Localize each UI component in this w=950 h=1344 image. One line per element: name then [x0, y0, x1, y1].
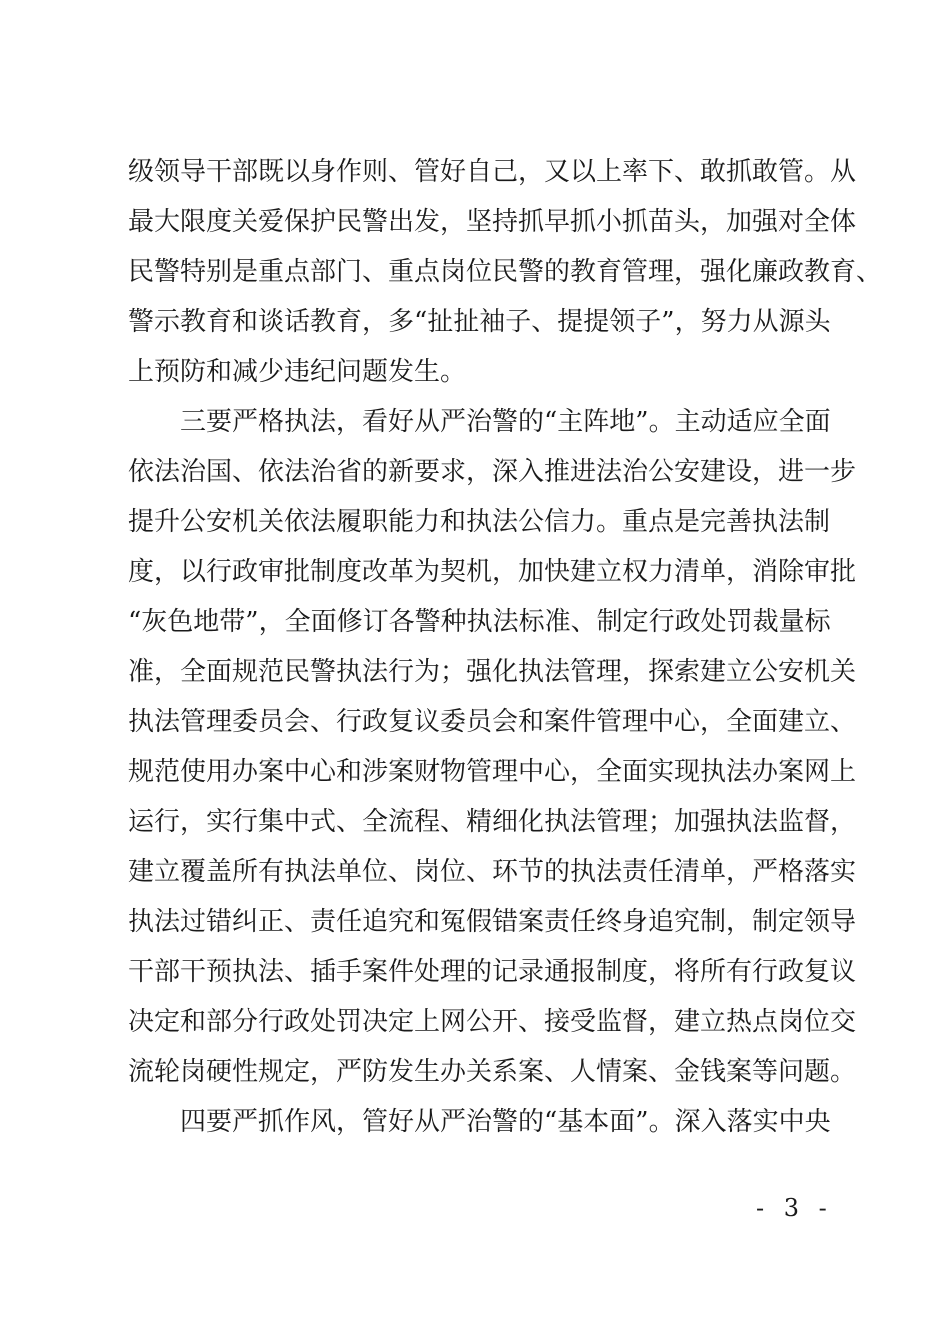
text-line: 级领导干部既以身作则、管好自己，又以上率下、敢抓敢管。从 [128, 157, 857, 187]
text-line: 提升公安机关依法履职能力和执法公信力。重点是完善执法制 [128, 507, 831, 537]
paragraph-heading-line: 三要严格执法，看好从严治警的“主阵地”。主动适应全面 [180, 407, 831, 437]
text-line: 执法过错纠正、责任追究和冤假错案责任终身追究制，制定领导 [128, 907, 857, 937]
text-line: “灰色地带”，全面修订各警种执法标准、制定行政处罚裁量标 [128, 607, 831, 637]
text-line: 依法治国、依法治省的新要求，深入推进法治公安建设，进一步 [128, 457, 857, 487]
text-line: 警示教育和谈话教育，多“扯扯袖子、提提领子”，努力从源头 [128, 307, 831, 337]
text-line: 执法管理委员会、行政复议委员会和案件管理中心，全面建立、 [128, 707, 857, 737]
text-line: 运行，实行集中式、全流程、精细化执法管理；加强执法监督， [128, 807, 857, 837]
text-line: 规范使用办案中心和涉案财物管理中心，全面实现执法办案网上 [128, 757, 857, 787]
body-text [128, 150, 883, 1150]
text-line: 建立覆盖所有执法单位、岗位、环节的执法责任清单，严格落实 [128, 857, 857, 887]
text-line: 民警特别是重点部门、重点岗位民警的教育管理，强化廉政教育、 [128, 257, 883, 287]
text-line: 决定和部分行政处罚决定上网公开、接受监督，建立热点岗位交 [128, 1007, 857, 1037]
paragraph-heading-line: 四要严抓作风，管好从严治警的“基本面”。深入落实中央 [180, 1107, 831, 1137]
text-line: 上预防和减少违纪问题发生。 [128, 357, 467, 387]
text-line: 干部干预执法、插手案件处理的记录通报制度，将所有行政复议 [128, 957, 857, 987]
text-line: 准，全面规范民警执法行为；强化执法管理，探索建立公安机关 [128, 657, 857, 687]
text-line: 度，以行政审批制度改革为契机，加快建立权力清单，消除审批 [128, 557, 857, 587]
page-number: - 3 - [756, 1194, 833, 1222]
text-line: 最大限度关爱保护民警出发，坚持抓早抓小抓苗头，加强对全体 [128, 207, 857, 237]
text-line: 流轮岗硬性规定，严防发生办关系案、人情案、金钱案等问题。 [128, 1057, 857, 1087]
